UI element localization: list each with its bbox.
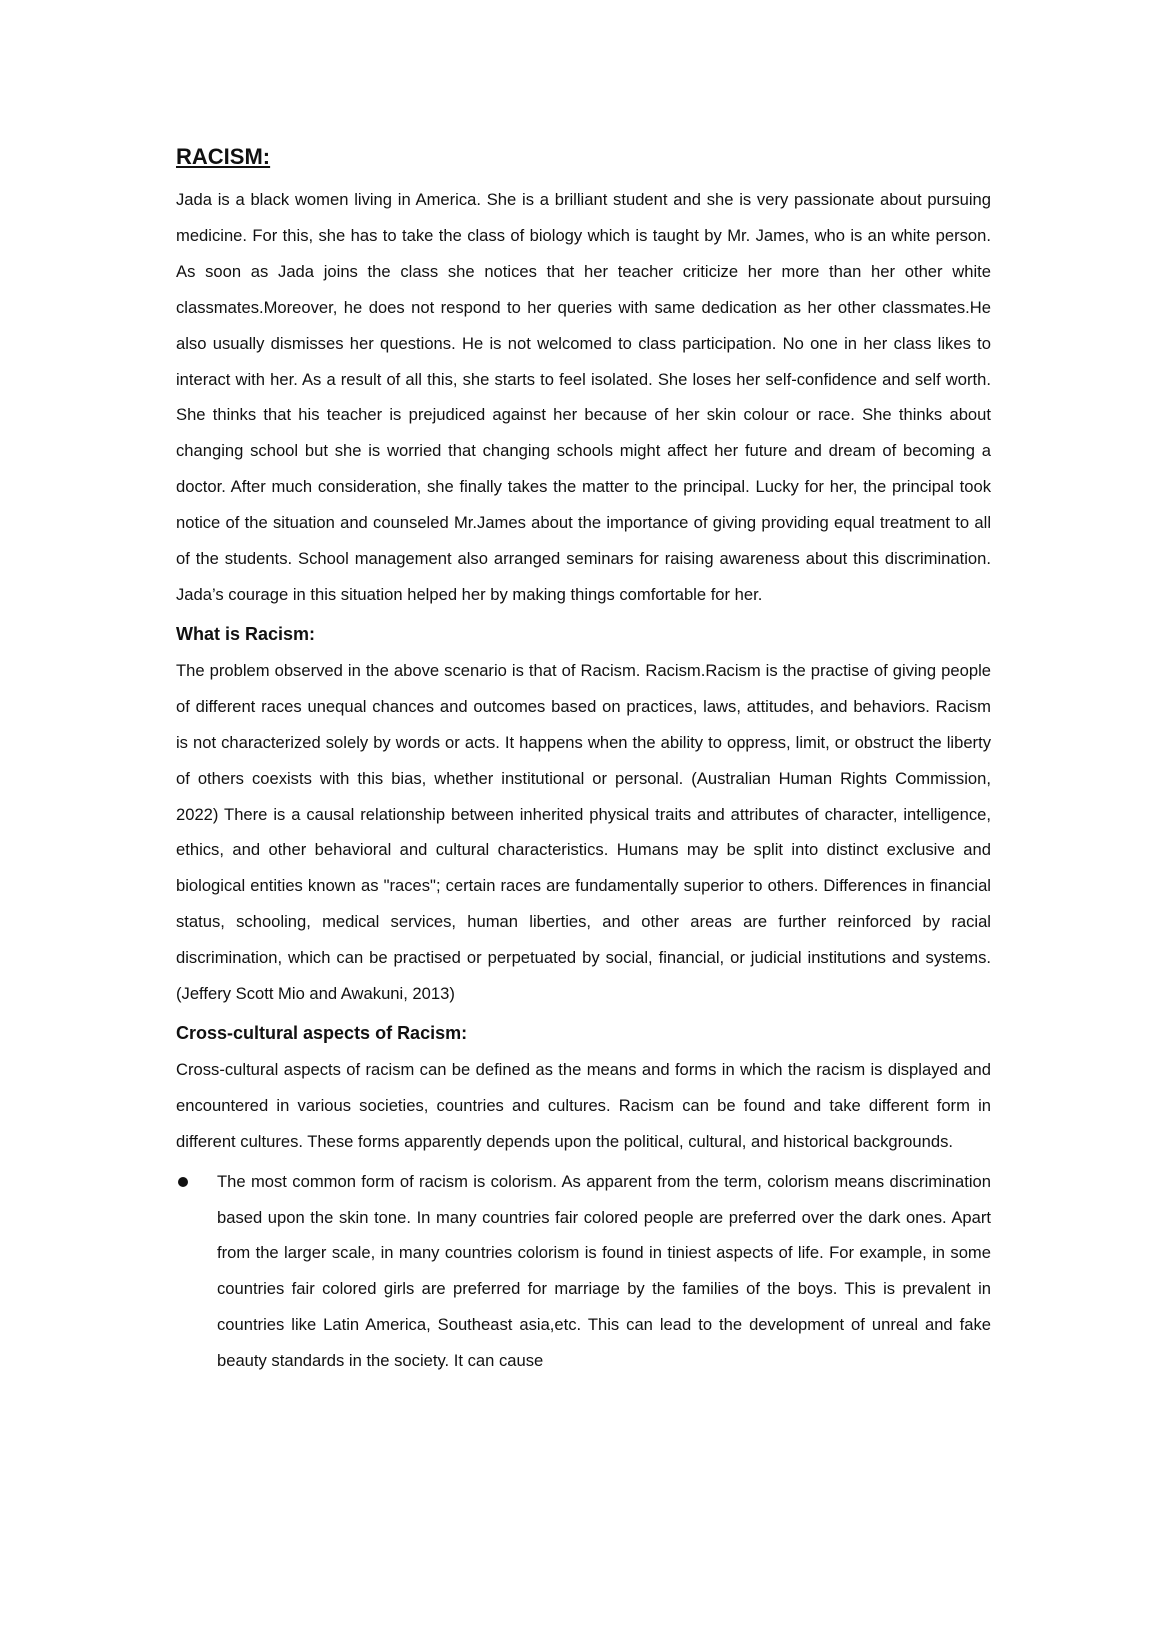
section-heading-cross-cultural: Cross-cultural aspects of Racism: [176, 1022, 468, 1043]
bullet-text: The most common form of racism is colorism. As apparent from the term, colorism means discrimination based upon the skin tone. In many countries fair colored people are preferred over the dark ones. Apart from the larger scale, in many countries colorism is found in tiniest aspects of life. For example, in some countries fair colored girls are preferred for marriage by the families of the boys. This is prevalent in countries like Latin America, Southeast asia,etc. This can lead to the development of unreal and fake beauty standards in the society. It can cause [217, 1171, 991, 1371]
bullet-list [176, 1164, 991, 1379]
document-title: RACISM: [176, 144, 271, 169]
bullet-icon [178, 1177, 188, 1187]
section-heading-what-is-racism: What is Racism: [176, 623, 316, 644]
document-page [176, 140, 991, 1379]
cross-cultural-paragraph: Cross-cultural aspects of racism can be defined as the means and forms in which the racism is displayed and encountered in various societies, countries and cultures. Racism can be found and take different form in different cultures. These forms apparently depends upon the political, cultural, and historical backgrounds. [176, 1059, 991, 1151]
intro-paragraph: Jada is a black women living in America. She is a brilliant student and she is very passionate about pursuing medicine. For this, she has to take the class of biology which is taught by Mr. James, who is an white person. As soon as Jada joins the class she notices that her teacher criticize her more than her other white classmates.Moreover, he does not respond to her queries with same dedication as her other classmates.He also usually dismisses her questions. He is not welcomed to class participation. No one in her class likes to interact with her. As a result of all this, she starts to feel isolated. She loses her self-confidence and self worth. She thinks that his teacher is prejudiced against her because of her skin colour or race. She thinks about changing school but she is worried that changing schools might affect her future and dream of becoming a doctor. After much consideration, she finally takes the matter to the principal. Lucky for her, the principal took notice of the situation and counseled Mr.James about the importance of giving providing equal treatment to all of the students. School management also arranged seminars for raising awareness about this discrimination. Jada’s courage in this situation helped her by making things comfortable for her. [176, 190, 991, 604]
what-is-racism-paragraph: The problem observed in the above scenario is that of Racism. Racism.Racism is the practise of giving people of different races unequal chances and outcomes based on practices, laws, attitudes, and behaviors. Racism is not characterized solely by words or acts. It happens when the ability to oppress, limit, or obstruct the liberty of others coexists with this bias, whether institutional or personal. (Australian Human Rights Commission, 2022) There is a causal relationship between inherited physical traits and attributes of character, intelligence, ethics, and other behavioral and cultural characteristics. Humans may be split into distinct exclusive and biological entities known as "races"; certain races are fundamentally superior to others. Differences in financial status, schooling, medical services, human liberties, and other areas are further reinforced by racial discrimination, which can be practised or perpetuated by social, financial, or judicial institutions and systems.(Jeffery Scott Mio and Awakuni, 2013) [176, 660, 991, 1004]
list-item [176, 1164, 991, 1379]
